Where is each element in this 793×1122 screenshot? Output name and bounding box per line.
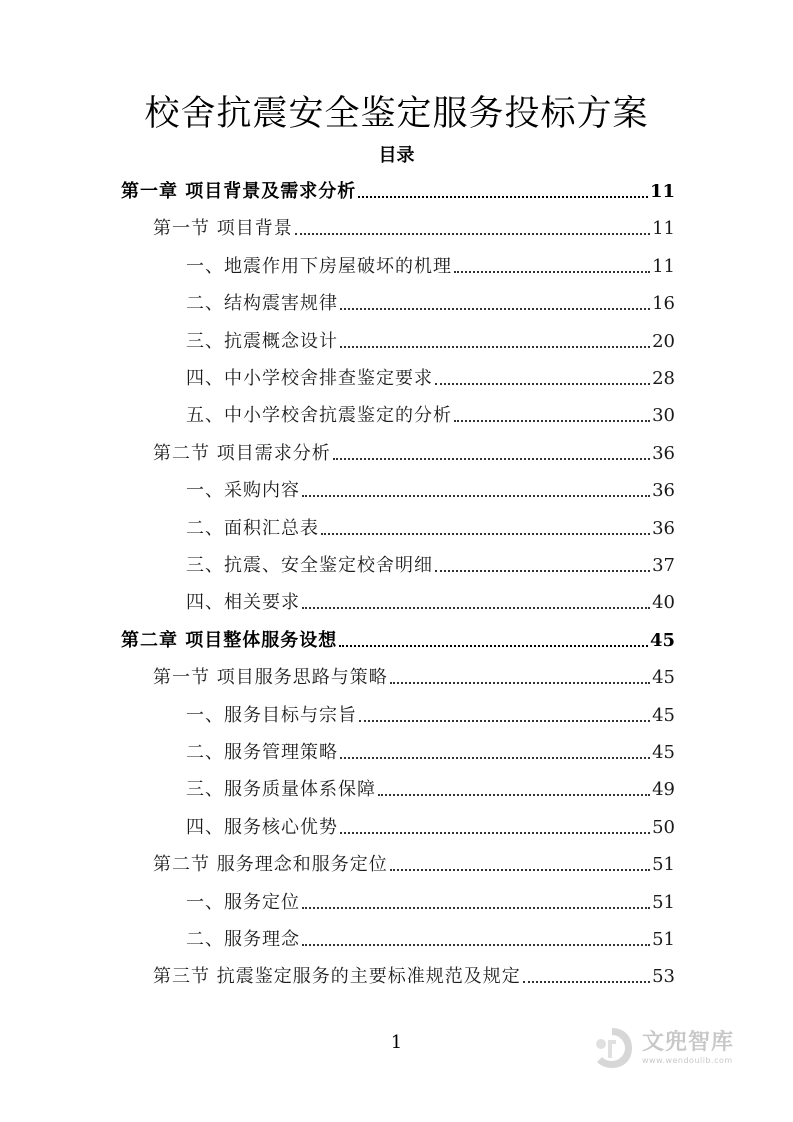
toc-entry-page: 36 (652, 480, 675, 502)
toc-entry-label: 一、服务目标与宗旨 (186, 704, 357, 726)
toc-entry-label: 第二章 项目整体服务设想 (121, 629, 338, 651)
toc-entry-page: 51 (652, 854, 675, 876)
toc-entry-label: 三、抗震概念设计 (186, 330, 338, 352)
toc-entry-page: 16 (652, 293, 675, 315)
toc-entry-label: 四、服务核心优势 (186, 816, 338, 838)
toc-entry-label: 三、服务质量体系保障 (186, 779, 376, 801)
toc-dot-leader (340, 308, 650, 310)
toc-dot-leader (339, 645, 648, 647)
toc-dot-leader (454, 420, 650, 422)
toc-subsection-entry[interactable] (186, 924, 675, 952)
toc-entry-page: 45 (649, 629, 675, 651)
toc-subsection-entry[interactable] (186, 251, 675, 279)
toc-dot-leader (321, 533, 650, 535)
toc-subsection-entry[interactable] (186, 700, 675, 728)
toc-dot-leader (302, 907, 650, 909)
toc-chapter-entry[interactable] (121, 176, 675, 204)
toc-entry-page: 51 (652, 891, 675, 913)
toc-dot-leader (340, 832, 650, 834)
toc-subsection-entry[interactable] (186, 737, 675, 765)
toc-entry-page: 11 (652, 255, 675, 277)
watermark (588, 1018, 758, 1078)
toc-subsection-entry[interactable] (186, 400, 675, 428)
toc-subsection-entry[interactable] (186, 326, 675, 354)
toc-entry-page: 11 (652, 218, 675, 240)
toc-dot-leader (358, 196, 648, 198)
toc-entry-page: 53 (652, 966, 675, 988)
toc-dot-leader (359, 720, 650, 722)
toc-dot-leader (340, 346, 650, 348)
toc-section-entry[interactable] (153, 961, 675, 989)
toc-subsection-entry[interactable] (186, 475, 675, 503)
toc-entry-page: 49 (652, 779, 675, 801)
toc-dot-leader (523, 981, 650, 983)
watermark-text: 文兜智库 (642, 1030, 735, 1055)
toc-subsection-entry[interactable] (186, 587, 675, 615)
wendou-logo-icon (588, 1024, 636, 1072)
watermark-subtext: www.wendoulib.com (642, 1056, 733, 1065)
toc-entry-label: 三、抗震、安全鉴定校舍明细 (186, 555, 433, 576)
toc-dot-leader (302, 607, 650, 609)
toc-entry-label: 第一节 项目服务思路与策略 (153, 667, 388, 689)
toc-entry-label: 四、相关要求 (186, 592, 300, 614)
toc-entry-page: 50 (652, 816, 675, 838)
toc-subsection-entry[interactable] (186, 288, 675, 316)
toc-entry-label: 一、服务定位 (186, 891, 300, 913)
toc-dot-leader (435, 383, 650, 385)
toc-entry-page: 51 (652, 929, 675, 950)
toc-entry-page: 36 (652, 442, 675, 464)
toc-subsection-entry[interactable] (186, 887, 675, 915)
toc-dot-leader (302, 495, 650, 497)
toc-entry-label: 一、采购内容 (186, 480, 300, 502)
toc-entry-label: 二、面积汇总表 (186, 517, 319, 539)
toc-heading: 目录 (378, 145, 415, 166)
toc-dot-leader (302, 944, 650, 946)
toc-dot-leader (435, 570, 650, 572)
toc-section-entry[interactable] (153, 662, 675, 690)
toc-entry-label: 五、中小学校舍抗震鉴定的分析 (186, 405, 452, 427)
toc-subsection-entry[interactable] (186, 363, 675, 391)
toc-entry-page: 11 (649, 181, 675, 202)
toc-entry-label: 二、服务管理策略 (186, 742, 338, 763)
toc-entry-page: 28 (652, 368, 675, 389)
toc-entry-page: 30 (652, 405, 675, 427)
toc-entry-label: 第一节 项目背景 (153, 218, 293, 240)
toc-entry-label: 第一章 项目背景及需求分析 (121, 181, 357, 202)
toc-section-entry[interactable] (153, 849, 675, 877)
toc-subsection-entry[interactable] (186, 774, 675, 802)
toc-entry-label: 一、地震作用下房屋破坏的机理 (186, 255, 452, 277)
toc-subsection-entry[interactable] (186, 550, 675, 578)
toc-dot-leader (378, 794, 650, 796)
toc-entry-label: 第二节 服务理念和服务定位 (153, 854, 388, 876)
toc-dot-leader (333, 458, 650, 460)
toc-dot-leader (340, 757, 650, 759)
toc-entry-page: 45 (652, 667, 675, 689)
toc-entry-page: 40 (652, 592, 675, 614)
toc-entry-label: 第三节 抗震鉴定服务的主要标准规范及规定 (153, 966, 521, 988)
toc-subsection-entry[interactable] (186, 812, 675, 840)
document-title: 校舍抗震安全鉴定服务投标方案 (144, 94, 649, 134)
toc-entry-label: 第二节 项目需求分析 (153, 442, 331, 464)
toc-entry-page: 37 (652, 555, 675, 576)
toc-entry-label: 二、服务理念 (186, 929, 300, 950)
toc-section-entry[interactable] (153, 438, 675, 466)
toc-entry-page: 45 (652, 704, 675, 726)
toc-entry-label: 四、中小学校舍排查鉴定要求 (186, 368, 433, 389)
toc-dot-leader (390, 682, 650, 684)
toc-chapter-entry[interactable] (121, 625, 675, 653)
toc-dot-leader (454, 271, 650, 273)
toc-entry-page: 36 (652, 517, 675, 539)
toc-entry-label: 二、结构震害规律 (186, 293, 338, 315)
toc-dot-leader (295, 233, 650, 235)
toc-entry-page: 20 (652, 330, 675, 352)
toc-dot-leader (390, 869, 650, 871)
toc-subsection-entry[interactable] (186, 513, 675, 541)
toc-entry-page: 45 (652, 742, 675, 763)
toc-section-entry[interactable] (153, 213, 675, 241)
page-number: 1 (390, 1032, 403, 1053)
